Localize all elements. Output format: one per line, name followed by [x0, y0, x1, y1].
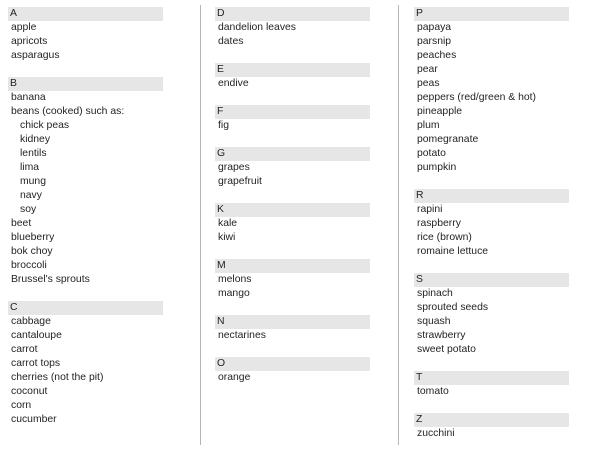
list-item: pumpkin — [417, 162, 457, 173]
list-subitem: kidney — [20, 134, 51, 145]
list-item: kale — [218, 218, 238, 229]
list-item: carrot — [11, 344, 38, 355]
list-item: zucchini — [417, 428, 455, 439]
list-item: pineapple — [417, 106, 463, 117]
list-item: dandelion leaves — [218, 22, 296, 33]
list-item: dates — [218, 36, 244, 47]
list-item: peaches — [417, 50, 457, 61]
item-list — [215, 21, 370, 49]
list-item: broccoli — [11, 260, 47, 271]
list-item: pear — [417, 64, 438, 75]
list-item: kiwi — [218, 232, 236, 243]
list-item: apple — [11, 22, 37, 33]
section-header: N — [215, 315, 370, 329]
item-list — [215, 77, 370, 91]
item-list — [414, 287, 569, 357]
list-item: beans (cooked) such as: — [11, 106, 125, 117]
list-item: banana — [11, 92, 46, 103]
list-item: rice (brown) — [417, 232, 472, 243]
item-list — [8, 315, 163, 427]
item-list — [8, 91, 163, 287]
list-item: mango — [218, 288, 250, 299]
section-header: P — [414, 7, 569, 21]
list-item: asparagus — [11, 50, 60, 61]
item-list — [414, 203, 569, 259]
list-item: grapefruit — [218, 176, 262, 187]
item-list — [215, 217, 370, 245]
section-header: G — [215, 147, 370, 161]
list-item: cabbage — [11, 316, 51, 327]
list-item: corn — [11, 400, 32, 411]
list-item: coconut — [11, 386, 48, 397]
section-header: A — [8, 7, 163, 21]
item-list — [414, 385, 569, 399]
list-item: sweet potato — [417, 344, 476, 355]
section-header: F — [215, 105, 370, 119]
column-3 — [414, 7, 569, 455]
list-item: cantaloupe — [11, 330, 62, 341]
list-item: grapes — [218, 162, 250, 173]
section-g — [215, 147, 370, 189]
section-header: M — [215, 259, 370, 273]
list-item: potato — [417, 148, 446, 159]
section-a — [8, 7, 163, 63]
list-item: peas — [417, 78, 440, 89]
section-header: E — [215, 63, 370, 77]
section-s — [414, 273, 569, 357]
column-1 — [8, 7, 163, 441]
list-subitem: soy — [20, 204, 37, 215]
list-subitem: lima — [20, 162, 40, 173]
list-item: papaya — [417, 22, 452, 33]
section-f — [215, 105, 370, 133]
list-item: strawberry — [417, 330, 466, 341]
section-header: R — [414, 189, 569, 203]
list-item: cherries (not the pit) — [11, 372, 104, 383]
section-n — [215, 315, 370, 343]
section-c — [8, 301, 163, 427]
item-list — [414, 427, 569, 441]
item-list — [215, 329, 370, 343]
list-item: bok choy — [11, 246, 53, 257]
list-item: fig — [218, 120, 229, 131]
list-subitem: navy — [20, 190, 42, 201]
section-header: S — [414, 273, 569, 287]
section-p — [414, 7, 569, 175]
list-item: squash — [417, 316, 451, 327]
list-item: beet — [11, 218, 32, 229]
section-e — [215, 63, 370, 91]
item-list — [215, 161, 370, 189]
list-subitem: lentils — [20, 148, 47, 159]
list-item: rapini — [417, 204, 443, 215]
list-item: melons — [218, 274, 252, 285]
section-header: B — [8, 77, 163, 91]
list-item: romaine lettuce — [417, 246, 489, 257]
section-m — [215, 259, 370, 301]
item-list — [414, 21, 569, 175]
column-2 — [215, 7, 370, 399]
section-header: D — [215, 7, 370, 21]
section-r — [414, 189, 569, 259]
list-item: cucumber — [11, 414, 57, 425]
section-o — [215, 357, 370, 385]
section-d — [215, 7, 370, 49]
list-subitem: chick peas — [20, 120, 70, 131]
list-item: sprouted seeds — [417, 302, 489, 313]
section-header: O — [215, 357, 370, 371]
list-item: raspberry — [417, 218, 461, 229]
section-z — [414, 413, 569, 441]
list-item: plum — [417, 120, 440, 131]
column-divider — [200, 5, 201, 445]
section-header: Z — [414, 413, 569, 427]
item-list — [215, 119, 370, 133]
list-item: apricots — [11, 36, 48, 47]
section-header: K — [215, 203, 370, 217]
list-item: endive — [218, 78, 249, 89]
item-list — [215, 273, 370, 301]
list-item: nectarines — [218, 330, 266, 341]
list-item: carrot tops — [11, 358, 61, 369]
column-divider — [398, 5, 399, 445]
section-t — [414, 371, 569, 399]
list-item: parsnip — [417, 36, 452, 47]
section-k — [215, 203, 370, 245]
list-item: blueberry — [11, 232, 55, 243]
item-list — [215, 371, 370, 385]
section-b — [8, 77, 163, 287]
list-item: pomegranate — [417, 134, 479, 145]
list-item: Brussel's sprouts — [11, 274, 90, 285]
list-item: orange — [218, 372, 251, 383]
item-list — [8, 21, 163, 63]
list-item: spinach — [417, 288, 453, 299]
list-subitem: mung — [20, 176, 46, 187]
section-header: T — [414, 371, 569, 385]
list-item: peppers (red/green & hot) — [417, 92, 536, 103]
section-header: C — [8, 301, 163, 315]
list-item: tomato — [417, 386, 449, 397]
